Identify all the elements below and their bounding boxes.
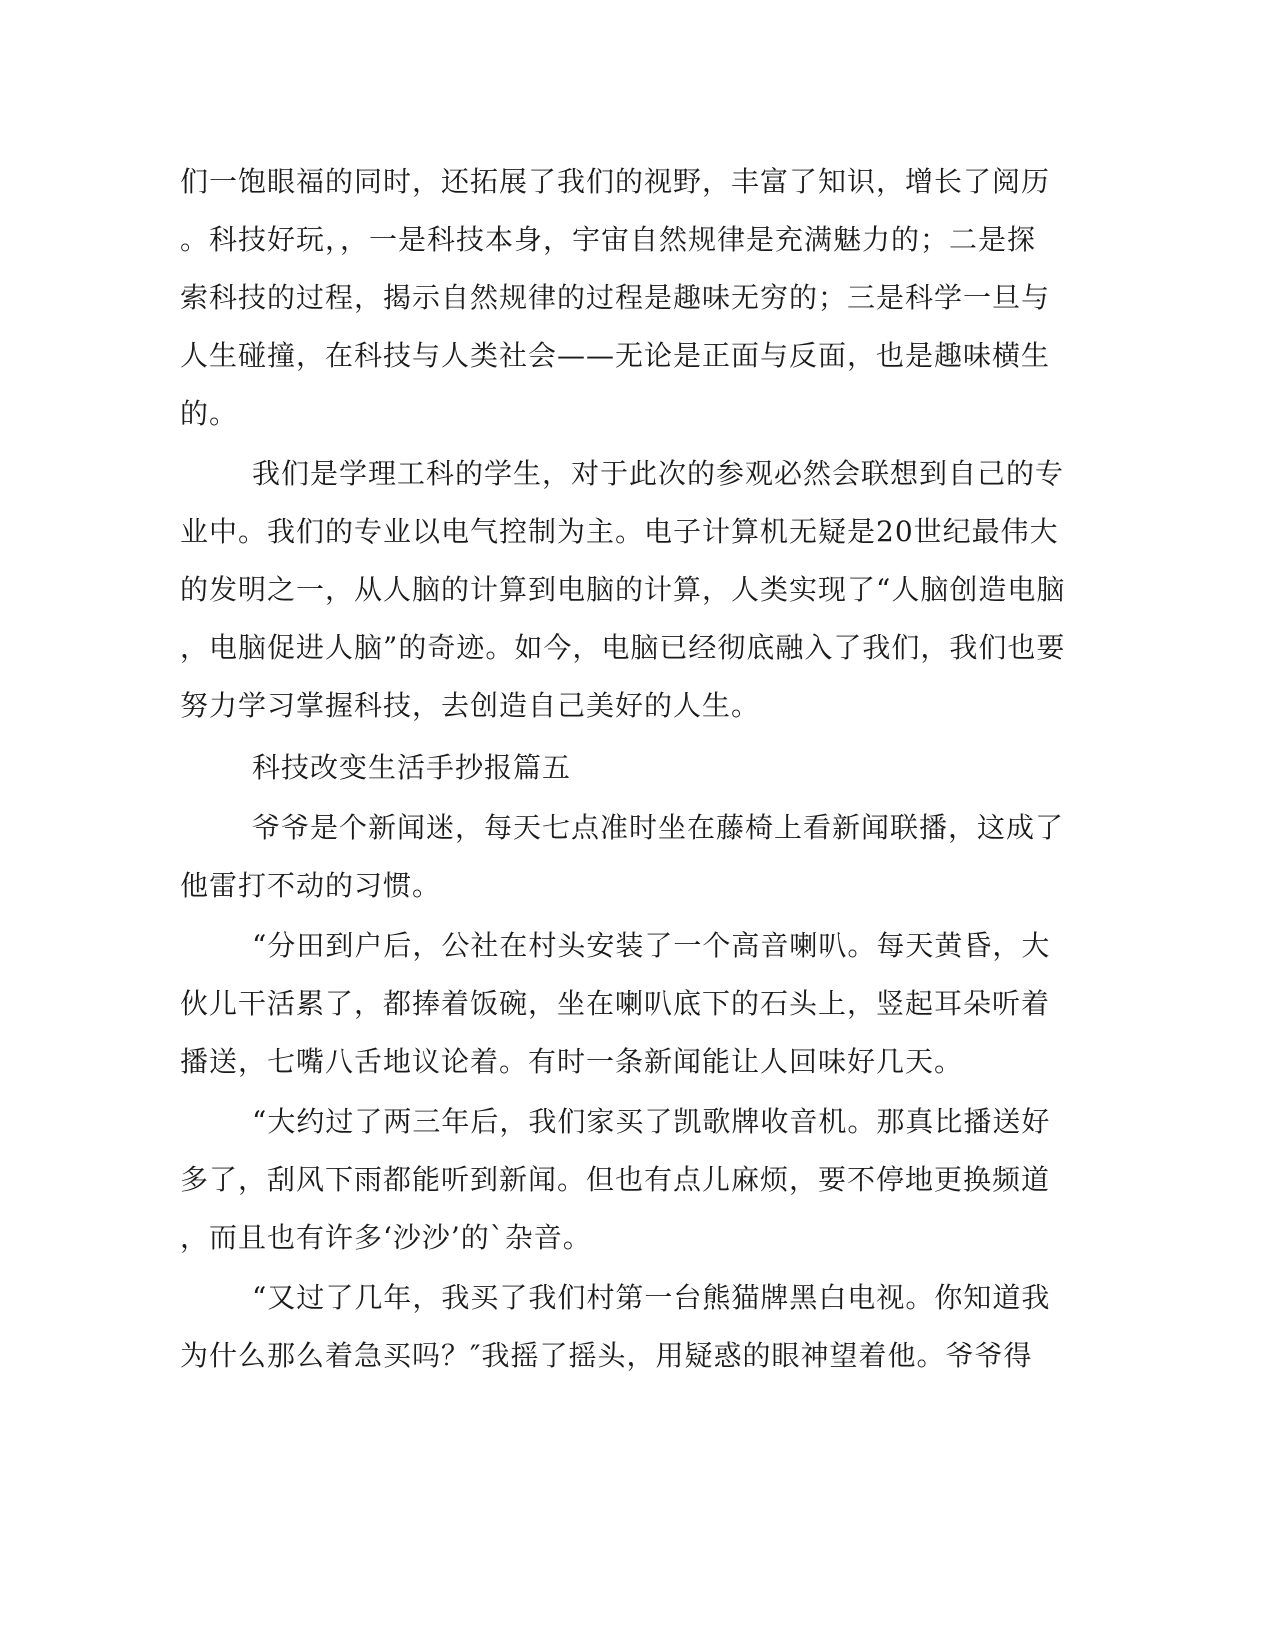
text-line: 他雷打不动的习惯。 (180, 869, 442, 902)
text-line: 的发明之一，从人脑的计算到电脑的计算，人类实现了“人脑创造电脑 (180, 573, 1066, 606)
text-line: 努力学习掌握科技，去创造自己美好的人生。 (180, 689, 761, 722)
text-line: 播送，七嘴八舌地议论着。有时一条新闻能让人回味好几天。 (180, 1045, 964, 1078)
text-line: 业中。我们的专业以电气控制为主。电子计算机无疑是20世纪最伟大 (180, 515, 1059, 548)
paragraph-first-line: 我们是学理工科的学生，对于此次的参观必然会联想到自己的专 (252, 457, 1065, 490)
text-line: 。科技好玩，，一是科技本身，宇宙自然规律是充满魅力的；二是探 (180, 223, 1037, 256)
text-line: 们一饱眼福的同时，还拓展了我们的视野，丰富了知识，增长了阅历 (180, 165, 1051, 198)
text-line: 人生碰撞，在科技与人类社会——无论是正面与反面，也是趣味横生 (180, 339, 1051, 372)
text-line: 为什么那么着急买吗？″我摇了摇头，用疑惑的眼神望着他。爷爷得 (180, 1339, 1033, 1372)
section-heading: 科技改变生活手抄报篇五 (252, 751, 572, 784)
text-line: 的。 (180, 397, 239, 430)
text-line: 索科技的过程，揭示自然规律的过程是趣味无穷的；三是科学一旦与 (180, 281, 1051, 314)
paragraph-first-line: “又过了几年，我买了我们村第一台熊猫牌黑白电视。你知道我 (252, 1281, 1051, 1314)
paragraph-first-line: 爷爷是个新闻迷，每天七点准时坐在藤椅上看新闻联播，这成了 (252, 811, 1065, 844)
paragraph-first-line: “分田到户后，公社在村头安装了一个高音喇叭。每天黄昏，大 (252, 929, 1051, 962)
text-line: 伙儿干活累了，都捧着饭碗，坐在喇叭底下的石头上，竖起耳朵听着 (180, 987, 1051, 1020)
paragraph-first-line: “大约过了两三年后，我们家买了凯歌牌收音机。那真比播送好 (252, 1105, 1051, 1138)
text-line: ，电脑促进人脑”的奇迹。如今，电脑已经彻底融入了我们，我们也要 (180, 631, 1066, 664)
text-line: 多了，刮风下雨都能听到新闻。但也有点儿麻烦，要不停地更换频道 (180, 1163, 1051, 1196)
text-line: ，而且也有许多‘沙沙’的`杂音。 (180, 1221, 592, 1254)
